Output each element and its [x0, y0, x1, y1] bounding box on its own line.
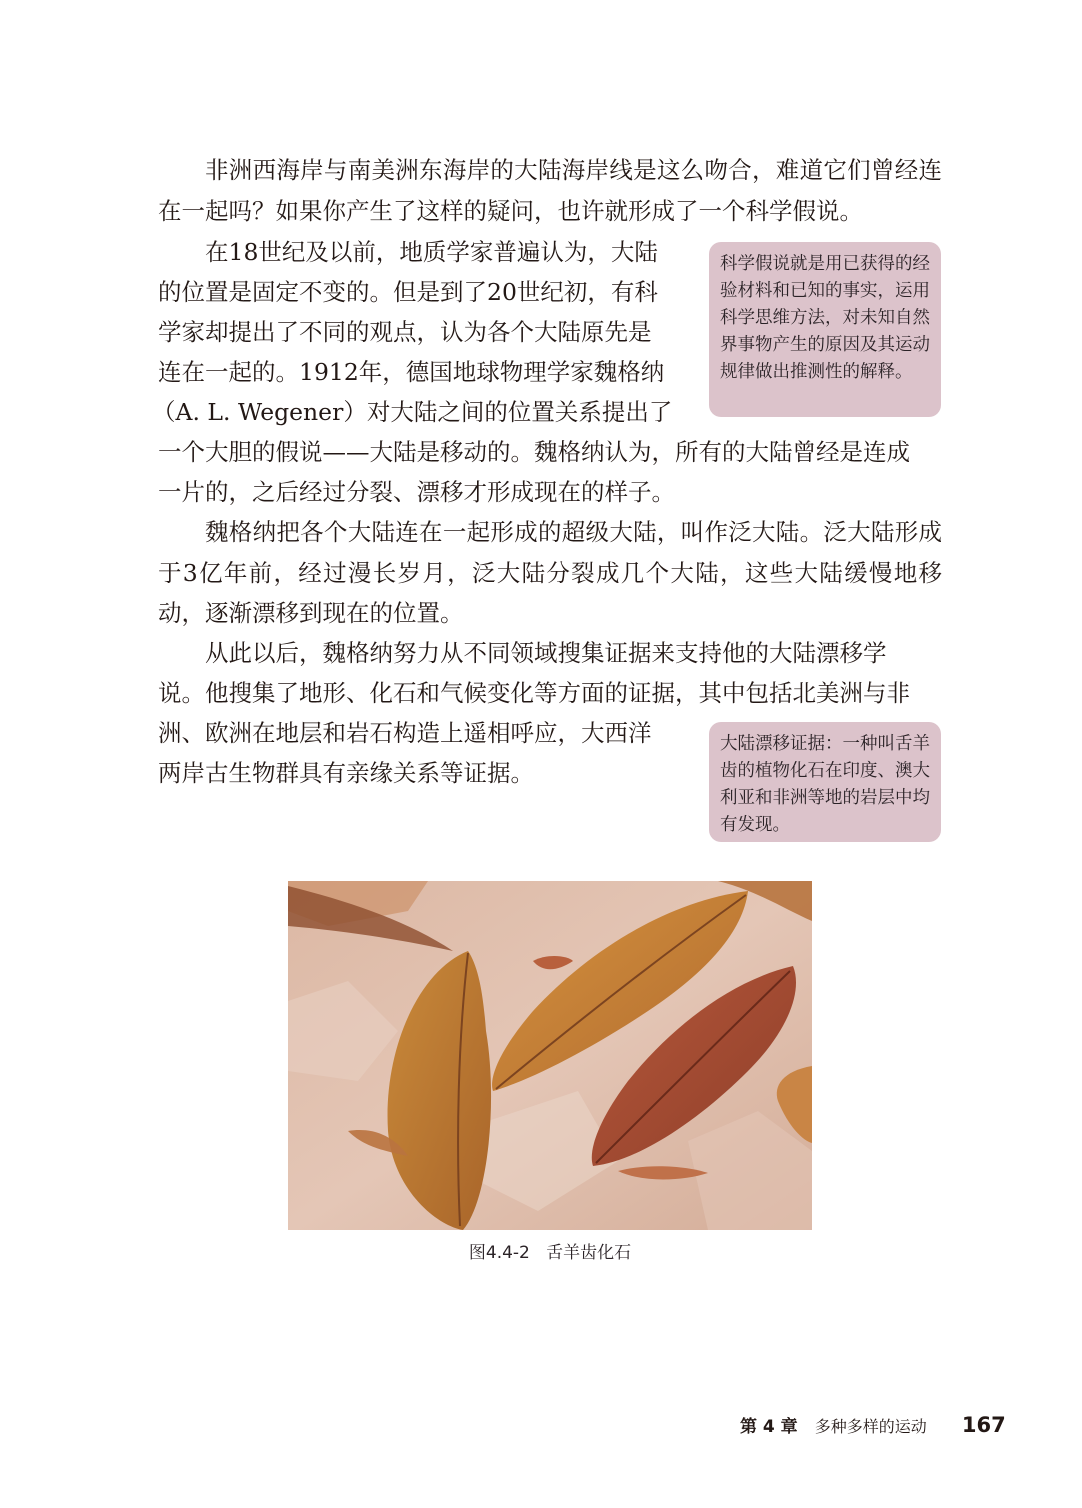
paragraph-4-line-4: 两岸古生物群具有亲缘关系等证据。: [158, 759, 534, 787]
fossil-photo: [288, 881, 812, 1230]
page-footer: [740, 1412, 1006, 1437]
footer-chapter-title: 多种多样的运动: [814, 1417, 927, 1436]
side-note-hypothesis: 科学假说就是用已获得的经验材料和已知的事实，运用科学思维方法，对未知自然界事物产生的原因及其运动规律做出推测性的解释。: [709, 242, 941, 417]
paragraph-2-line-1: 在18世纪及以前，地质学家普遍认为，大陆: [205, 238, 658, 266]
paragraph-4-line-1: 从此以后，魏格纳努力从不同领域搜集证据来支持他的大陆漂移学: [205, 639, 887, 667]
paragraph-2-line-2: 的位置是固定不变的。但是到了20世纪初，有科: [158, 278, 658, 306]
figure-caption: 图4.4-2 舌羊齿化石: [468, 1243, 632, 1263]
paragraph-2-line-4: 连在一起的。1912年，德国地球物理学家魏格纳: [158, 358, 665, 386]
paragraph-2-line-6: 一个大胆的假说——大陆是移动的。魏格纳认为，所有的大陆曾经是连成: [158, 438, 910, 466]
side-note-evidence: 大陆漂移证据：一种叫舌羊齿的植物化石在印度、澳大利亚和非洲等地的岩层中均有发现。: [709, 722, 941, 842]
paragraph-4-line-3: 洲、欧洲在地层和岩石构造上遥相呼应，大西洋: [158, 719, 652, 747]
page-number: 167: [961, 1413, 1006, 1437]
paragraph-3: 魏格纳把各个大陆连在一起形成的超级大陆，叫作泛大陆。泛大陆形成于3亿年前，经过漫长岁月，泛大陆分裂成几个大陆，这些大陆缓慢地移动，逐渐漂移到现在的位置。: [158, 518, 942, 627]
paragraph-2-line-5: （A. L. Wegener）对大陆之间的位置关系提出了: [152, 398, 673, 426]
paragraph-4-line-2: 说。他搜集了地形、化石和气候变化等方面的证据，其中包括北美洲与非: [158, 679, 910, 707]
paragraph-2-line-3: 学家却提出了不同的观点，认为各个大陆原先是: [158, 318, 652, 346]
paragraph-1: 非洲西海岸与南美洲东海岸的大陆海岸线是这么吻合，难道它们曾经连在一起吗？如果你产生了这样的疑问，也许就形成了一个科学假说。: [158, 156, 942, 225]
footer-chapter: 第 4 章: [740, 1417, 798, 1437]
fossil-illustration: [288, 881, 812, 1230]
paragraph-2-line-7: 一片的，之后经过分裂、漂移才形成现在的样子。: [158, 478, 675, 506]
